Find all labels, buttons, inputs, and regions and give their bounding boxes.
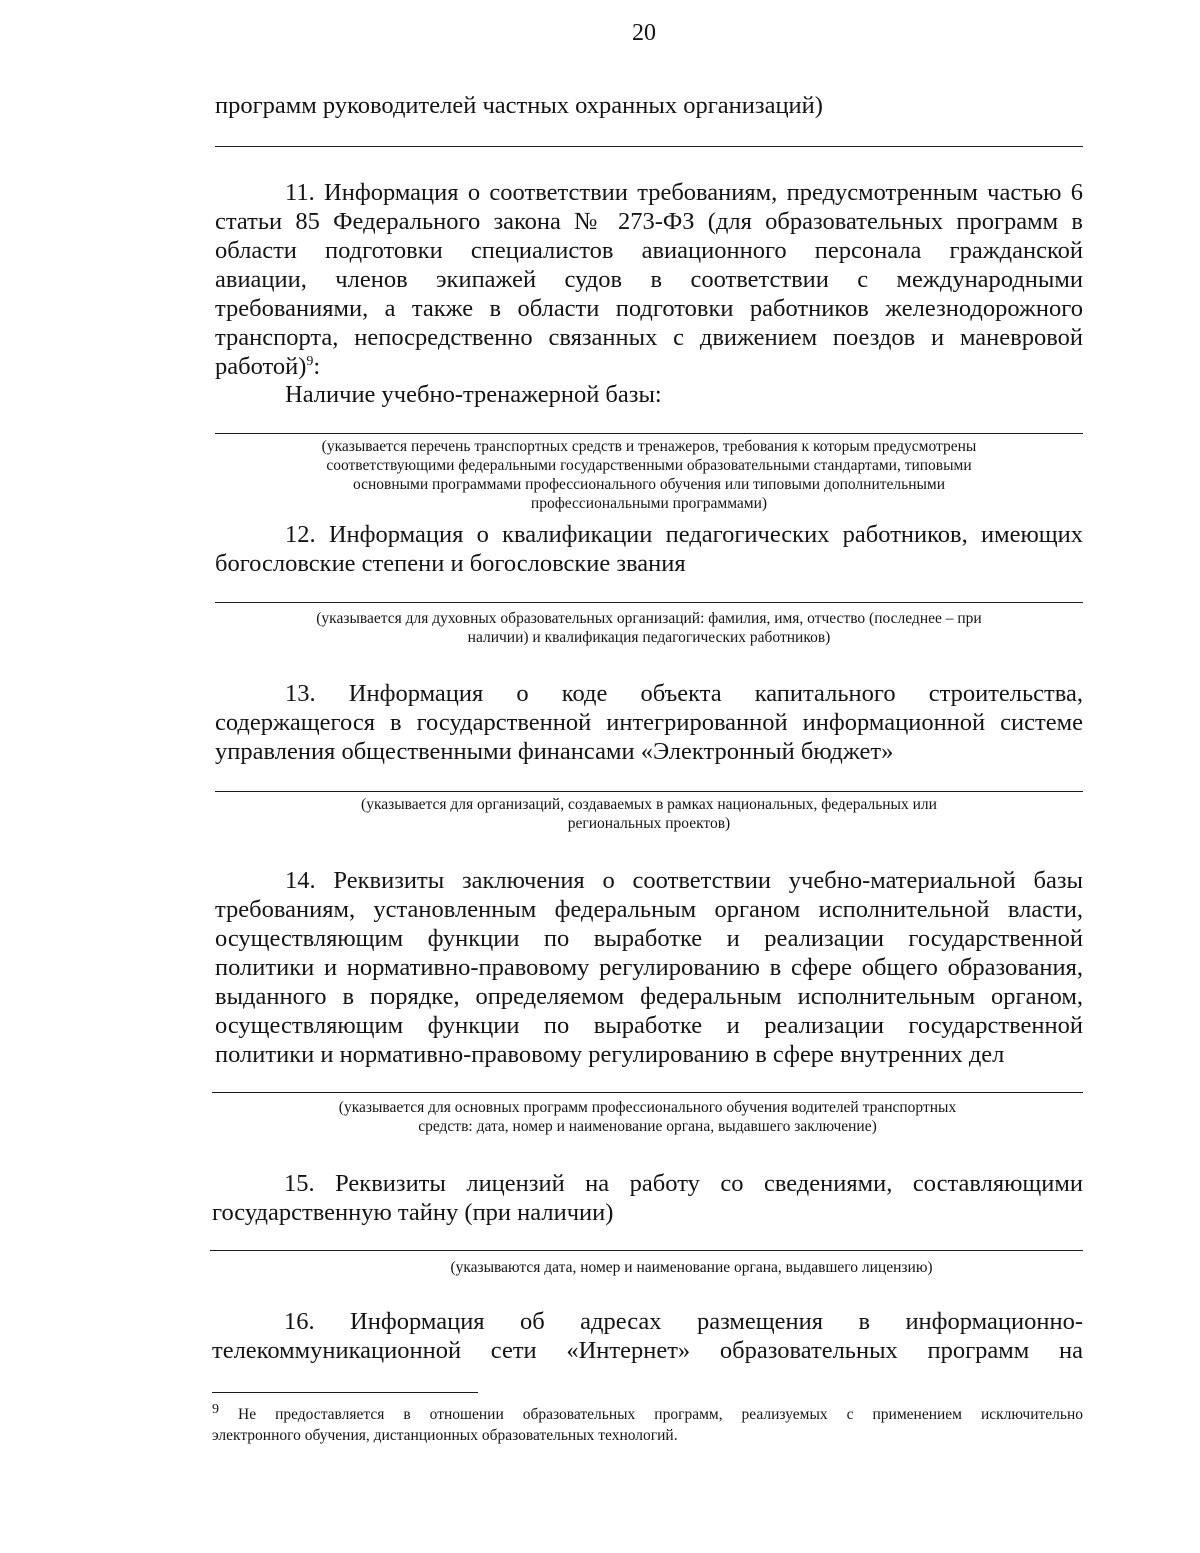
note-line: региональных проектов)	[567, 815, 731, 832]
note-line: основными программами профессионального обучения или типовыми дополнительными	[352, 476, 946, 493]
footnote	[212, 1401, 1083, 1446]
note-line: (указывается для организаций, создаваемых в рамках национальных, федеральных или	[361, 796, 937, 813]
paragraph-last-line: политики и нормативно-правовому регулированию в сфере внутренних дел	[215, 1041, 1005, 1068]
paragraph-line: 15. Реквизиты лицензий на работу со сведениями, составляющими	[284, 1170, 1083, 1197]
note-line: (указывается перечень транспортных средств и тренажеров, требования к которым предусмотрены	[321, 438, 977, 455]
paragraph-line: 16. Информация об адресах размещения в информационно-	[284, 1308, 1083, 1335]
footnote-separator	[212, 1392, 478, 1393]
note-line: профессиональными программами)	[530, 495, 768, 512]
item-11-paragraph	[215, 178, 1083, 381]
paragraph-line: 13. Информация о коде объекта капитального строительства,	[285, 680, 1083, 707]
paragraph-line: осуществляющим функции по выработке и реализации государственной	[215, 925, 1083, 952]
underline-rule	[215, 602, 1083, 603]
note-line: (указываются дата, номер и наименование органа, выдавшего лицензию)	[450, 1259, 933, 1276]
item-13-paragraph	[215, 679, 1083, 766]
paragraph-line: требованиям, установленным федеральным органом исполнительной власти,	[215, 896, 1083, 923]
paragraph-line: транспорта, непосредственно связанных с движением поездов и маневровой	[215, 324, 1083, 351]
item-11-note	[215, 437, 1083, 513]
paragraph-line: выданного в порядке, определяемом федеральным исполнительным органом,	[215, 983, 1083, 1010]
paragraph-line: телекоммуникационной сети «Интернет» образовательных программ на	[212, 1337, 1083, 1364]
item-15-paragraph	[212, 1169, 1083, 1227]
note-line: средств: дата, номер и наименование органа, выдавшего заключение)	[418, 1118, 877, 1135]
note-line: наличии) и квалификация педагогических работников)	[467, 629, 831, 646]
paragraph-line: осуществляющим функции по выработке и реализации государственной	[215, 1012, 1083, 1039]
underline-rule	[210, 1250, 1083, 1251]
paragraph-line: требованиями, а также в области подготовки работников железнодорожного	[215, 295, 1083, 322]
punctuation: :	[313, 353, 321, 380]
underline-rule	[215, 791, 1083, 792]
footnote-line	[212, 1401, 1083, 1425]
paragraph-last-line: управления общественными финансами «Электронный бюджет»	[215, 738, 894, 765]
underline-rule	[212, 1092, 1083, 1093]
note-line: (указывается для основных программ профессионального обучения водителей транспортных	[338, 1099, 957, 1116]
page-number: 20	[632, 20, 656, 46]
item-12-note	[215, 609, 1083, 647]
note-line: соответствующими федеральными государственными образовательными стандартами, типовыми	[326, 457, 972, 474]
footnote-marker: 9	[212, 1401, 219, 1417]
footnote-text: Не предоставляется в отношении образовательных программ, реализуемых с применением исключительно	[219, 1406, 1083, 1423]
paragraph-line: области подготовки специалистов авиационного персонала гражданской	[215, 237, 1083, 264]
footnote-line: электронного обучения, дистанционных образовательных технологий.	[212, 1427, 678, 1444]
continuation-line: программ руководителей частных охранных организаций)	[215, 92, 823, 119]
paragraph-line: содержащегося в государственной интегрированной информационной системе	[215, 709, 1083, 736]
paragraph-line: работой)	[215, 353, 307, 380]
item-16-paragraph	[212, 1307, 1083, 1365]
note-line: (указывается для духовных образовательных организаций: фамилия, имя, отчество (последнее – при	[316, 610, 982, 627]
paragraph-line: авиации, членов экипажей судов в соответствии с международными	[215, 266, 1083, 293]
item-12-paragraph	[215, 520, 1083, 578]
paragraph-line: 12. Информация о квалификации педагогических работников, имеющих	[285, 521, 1083, 548]
paragraph-last-line: государственную тайну (при наличии)	[212, 1199, 614, 1226]
paragraph-line: статьи 85 Федерального закона № 273-ФЗ (для образовательных программ в	[215, 208, 1083, 235]
underline-rule	[215, 146, 1083, 147]
item-13-note	[215, 795, 1083, 833]
item-14-paragraph	[215, 866, 1083, 1069]
sub-label: Наличие учебно-тренажерной базы:	[285, 381, 662, 408]
paragraph-line: 11. Информация о соответствии требованиям, предусмотренным частью 6	[285, 179, 1083, 206]
paragraph-line: политики и нормативно-правовому регулированию в сфере общего образования,	[215, 954, 1083, 981]
paragraph-last-line: богословские степени и богословские звания	[215, 550, 686, 577]
underline-rule	[215, 433, 1083, 434]
paragraph-last-line	[215, 352, 1083, 381]
paragraph-line: 14. Реквизиты заключения о соответствии учебно-материальной базы	[285, 867, 1083, 894]
item-15-note	[210, 1258, 1083, 1277]
item-14-note	[212, 1098, 1083, 1136]
footnote-reference: 9	[306, 353, 314, 369]
